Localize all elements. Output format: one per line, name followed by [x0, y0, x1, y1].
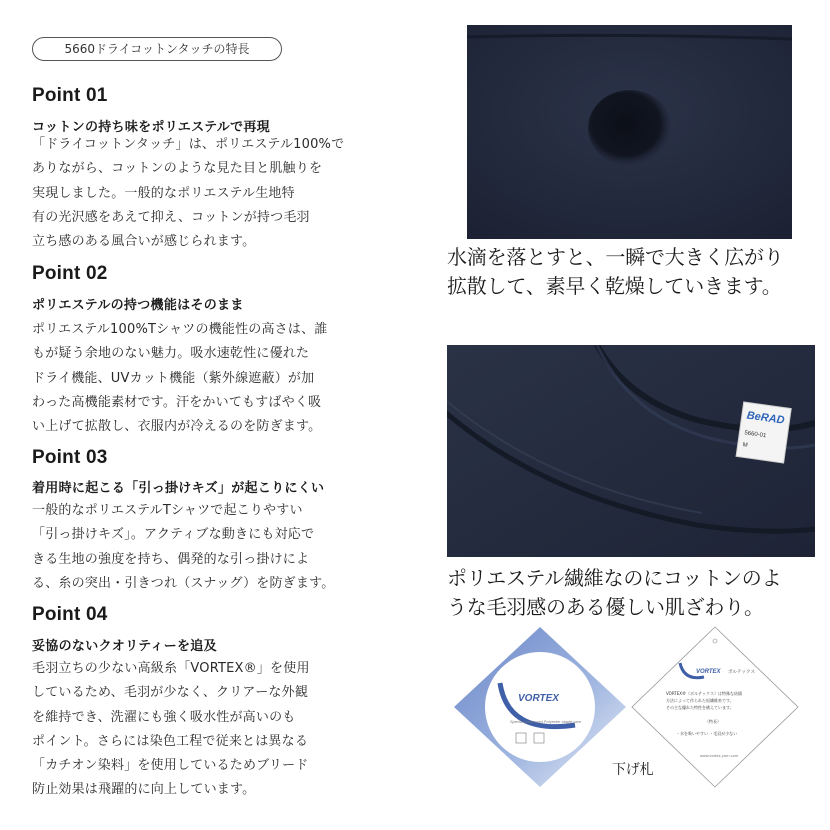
svg-text:VORTEX: VORTEX [696, 669, 721, 675]
point-01-subtitle: コットンの持ち味をポリエステルで再現 [32, 120, 270, 135]
point-04-body: 毛羽立ちの少ない高級糸「VORTEX®」を使用 しているため、毛羽が少なく、クリアーな外観 を維持でき、洗濯にも強く吸水性が高いのも ポイント。さらには染色工程で従来とは異なる 「カチオン染料」を使用しているためブリード 防止効果は飛躍的に向上しています。 [32, 661, 310, 798]
svg-text:M: M [742, 442, 749, 449]
hangtag-caption: 下げ札 [612, 762, 654, 778]
fabric-caption: ポリエステル繊維なのにコットンのよ うな毛羽感のある優しい肌ざわり。 [447, 566, 782, 619]
svg-text:BeRAD: BeRAD [746, 409, 786, 427]
point-04-title: Point 04 [32, 604, 108, 625]
feature-heading-pill: 5660ドライコットンタッチの特長 [32, 37, 282, 61]
svg-text:・水を吸いやすい ・毛羽が少ない: ・水を吸いやすい ・毛羽が少ない [676, 731, 738, 736]
point-02-body: ポリエステル100%Tシャツの機能性の高さは、誰 もが疑う余地のない魅力。吸水速乾性に優れた ドライ機能、UVカット機能（紫外線遮蔽）が加 わった高機能素材です。汗をかいてもすばやく吸 い上げて拡散し、衣服内が冷えるのを防ぎます。 [32, 322, 328, 435]
water-drop-caption: 水滴を落とすと、一瞬で大きく広がり 拡散して、素早く乾燥していきます。 [447, 245, 784, 298]
water-drop-photo [467, 25, 792, 239]
svg-text:VORTEX®（ボルテックス）は特殊な紡績: VORTEX®（ボルテックス）は特殊な紡績 [666, 691, 742, 696]
svg-text:（特長）: （特長） [705, 719, 721, 724]
water-drop-spot [588, 90, 672, 166]
point-01-body: 「ドライコットンタッチ」は、ポリエステル100%で ありながら、コットンのような見た目と肌触りを 実現しました。一般的なポリエステル生地特 有の光沢感をあえて抑え、コットンが持つ毛羽 立ち感のある風合いが感じられます。 [32, 137, 345, 250]
collar-photo [447, 345, 815, 557]
svg-text:5660-01: 5660-01 [743, 430, 767, 440]
point-03-subtitle: 着用時に起こる「引っ掛けキズ」が起こりにくい [32, 481, 325, 496]
svg-text:Special processed Polyester st: Special processed Polyester staple yarn [510, 719, 582, 724]
point-03-title: Point 03 [32, 447, 108, 468]
point-02-title: Point 02 [32, 263, 108, 284]
point-02-subtitle: ポリエステルの持つ機能はそのまま [32, 298, 244, 313]
svg-text:www.vortex-yarn.com: www.vortex-yarn.com [700, 754, 739, 758]
point-03-body: 一般的なポリエステルTシャツで起こりやすい 「引っ掛けキズ」。アクティブな動きにも対応で きる生地の強度を持ち、偶発的な引っ掛けによ る、糸の突出・引きつれ（スナッグ）を防ぎます。 [32, 503, 335, 591]
svg-text:ボルテックス: ボルテックス [728, 670, 755, 675]
point-01-title: Point 01 [32, 85, 108, 106]
size-label-tag [736, 402, 791, 463]
svg-text:方法によって作られた短繊維糸です。: 方法によって作られた短繊維糸です。 [666, 698, 734, 703]
svg-text:その主な優れた特性を備えています。: その主な優れた特性を備えています。 [666, 705, 734, 710]
svg-text:VORTEX: VORTEX [518, 693, 559, 704]
hangtag-back [630, 625, 800, 790]
hangtag-front [450, 625, 630, 790]
point-04-subtitle: 妥協のないクオリティーを追及 [32, 639, 217, 654]
